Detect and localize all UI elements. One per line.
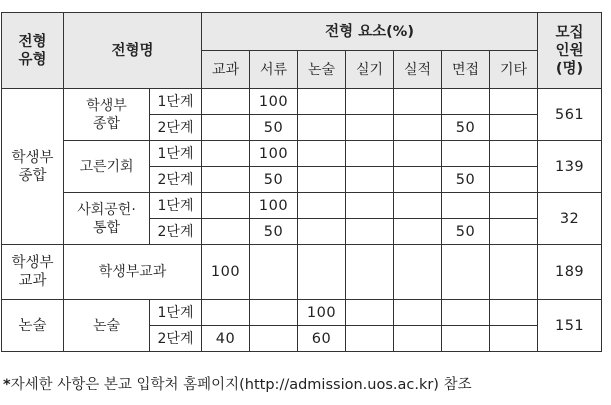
value-cell: 50 bbox=[442, 115, 490, 141]
footnote bbox=[3, 373, 472, 394]
stage-label: 2단계 bbox=[150, 115, 202, 141]
value-cell: 100 bbox=[298, 300, 346, 326]
value-cell: 50 bbox=[250, 167, 298, 193]
value-cell: 100 bbox=[202, 245, 250, 300]
quota-cell: 189 bbox=[538, 245, 602, 300]
quota-cell: 139 bbox=[538, 141, 602, 193]
row-name: 학생부 종합 bbox=[64, 89, 150, 141]
col-seoryu: 서류 bbox=[250, 51, 298, 89]
header-type: 전형 유형 bbox=[2, 13, 64, 89]
row-name: 학생부교과 bbox=[64, 245, 202, 300]
header-quota: 모집 인원 (명) bbox=[538, 13, 602, 89]
table-row bbox=[2, 89, 602, 115]
table-row bbox=[2, 193, 602, 219]
table-row bbox=[2, 300, 602, 326]
quota-cell: 561 bbox=[538, 89, 602, 141]
value-cell: 50 bbox=[442, 219, 490, 245]
quota-cell: 151 bbox=[538, 300, 602, 352]
value-cell: 50 bbox=[250, 219, 298, 245]
table-row bbox=[2, 245, 602, 300]
value-cell: 100 bbox=[250, 89, 298, 115]
col-myeonjeop: 면접 bbox=[442, 51, 490, 89]
col-gyogwa: 교과 bbox=[202, 51, 250, 89]
value-cell: 100 bbox=[250, 141, 298, 167]
value-cell: 100 bbox=[250, 193, 298, 219]
stage-label: 2단계 bbox=[150, 326, 202, 352]
value-cell: 60 bbox=[298, 326, 346, 352]
stage-label: 2단계 bbox=[150, 219, 202, 245]
value-cell: 50 bbox=[442, 167, 490, 193]
footnote-text: 자세한 사항은 본교 입학처 홈페이지(http://admission.uos.ac.kr) 참조 bbox=[10, 377, 472, 393]
row-name: 사회공헌· 통합 bbox=[64, 193, 150, 245]
group-haksaengbu-gyogwa: 학생부 교과 bbox=[2, 245, 64, 300]
header-elements: 전형 요소(%) bbox=[202, 13, 538, 51]
stage-label: 1단계 bbox=[150, 300, 202, 326]
stage-label: 1단계 bbox=[150, 193, 202, 219]
table-header bbox=[2, 13, 602, 89]
admission-table bbox=[1, 12, 602, 352]
value-cell: 50 bbox=[250, 115, 298, 141]
value-cell: 40 bbox=[202, 326, 250, 352]
col-nonsul: 논술 bbox=[298, 51, 346, 89]
group-nonsul: 논술 bbox=[2, 300, 64, 352]
header-name: 전형명 bbox=[64, 13, 202, 89]
stage-label: 1단계 bbox=[150, 141, 202, 167]
table-body bbox=[2, 89, 602, 352]
quota-cell: 32 bbox=[538, 193, 602, 245]
table-row bbox=[2, 141, 602, 167]
row-name: 논술 bbox=[64, 300, 150, 352]
stage-label: 2단계 bbox=[150, 167, 202, 193]
col-siljeok: 실적 bbox=[394, 51, 442, 89]
footnote-asterisk: * bbox=[3, 377, 11, 393]
stage-label: 1단계 bbox=[150, 89, 202, 115]
col-gita: 기타 bbox=[490, 51, 538, 89]
group-haksaengbu-jonghap: 학생부 종합 bbox=[2, 89, 64, 245]
col-silgi: 실기 bbox=[346, 51, 394, 89]
row-name: 고른기회 bbox=[64, 141, 150, 193]
